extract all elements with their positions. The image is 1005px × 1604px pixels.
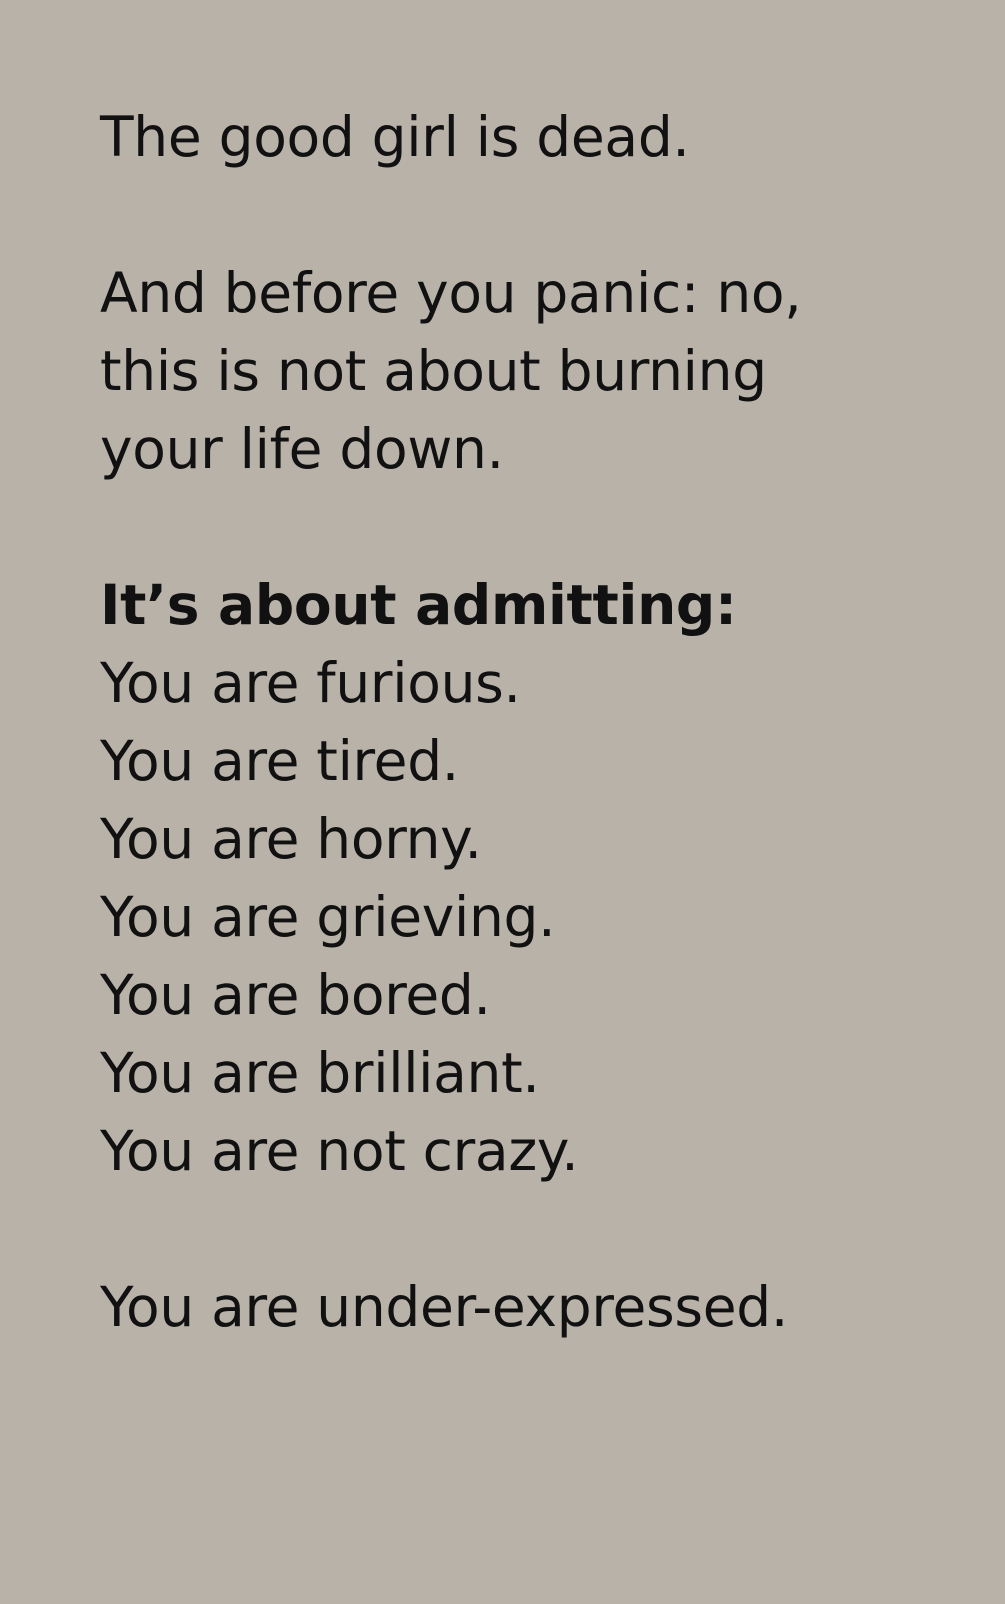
spacer (100, 488, 1005, 566)
list-item: You are bored. (100, 963, 491, 1027)
list-item: You are not crazy. (100, 1119, 579, 1183)
list-item: You are brilliant. (100, 1041, 540, 1105)
spacer (100, 176, 1005, 254)
list-item: You are furious. (100, 651, 521, 715)
closing-line: You are under-expressed. (100, 1275, 789, 1339)
paragraph-line: this is not about burning (100, 339, 767, 403)
list-item: You are grieving. (100, 885, 556, 949)
list-item: You are tired. (100, 729, 459, 793)
spacer (100, 1190, 1005, 1268)
paragraph-line: your life down. (100, 417, 504, 481)
list-item: You are horny. (100, 807, 482, 871)
opening-line: The good girl is dead. (100, 105, 690, 169)
paragraph-line: And before you panic: no, (100, 261, 802, 325)
list-heading: It’s about admitting: (100, 573, 737, 637)
